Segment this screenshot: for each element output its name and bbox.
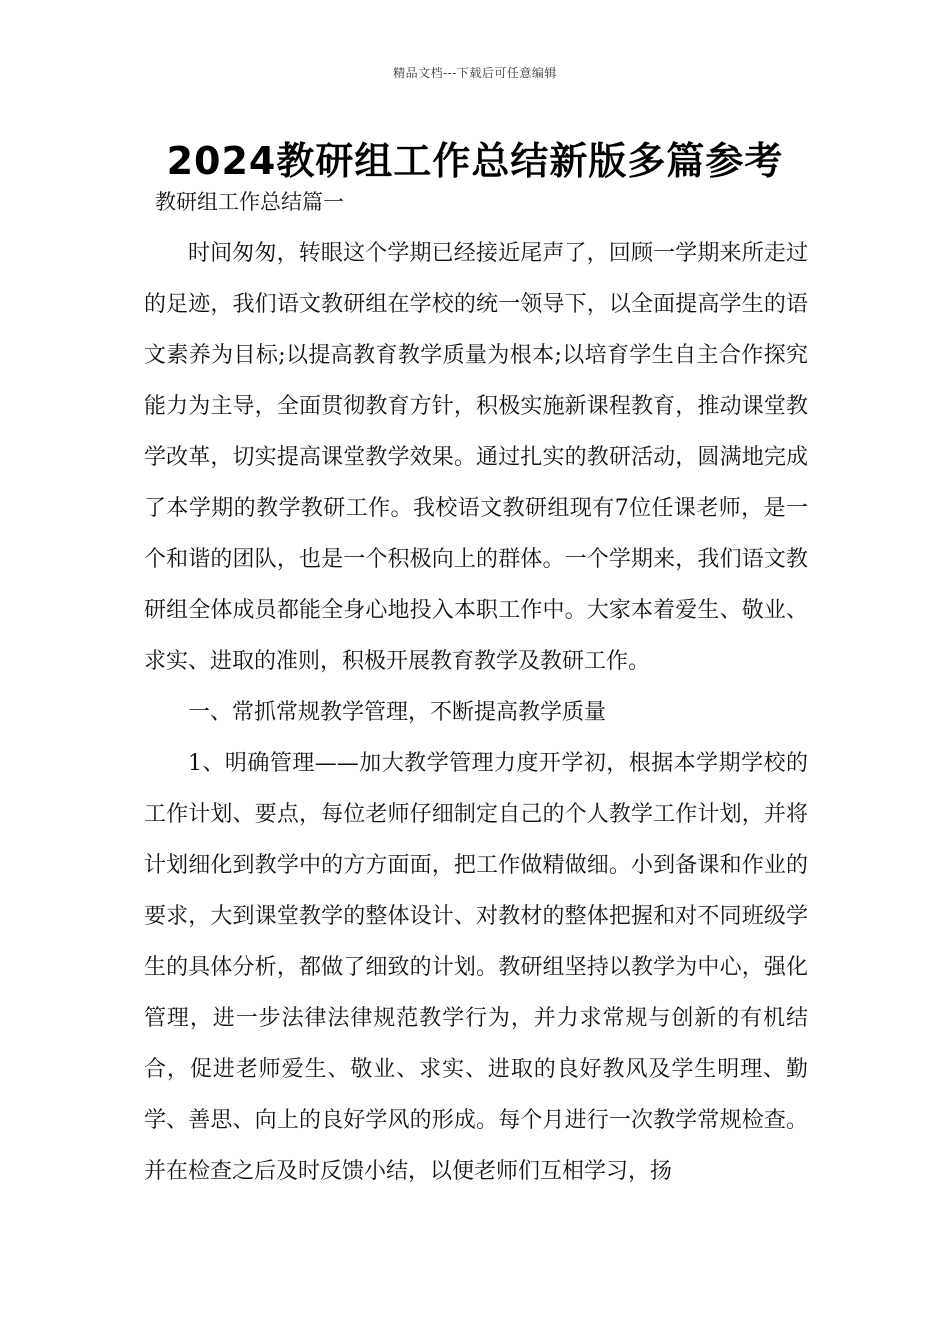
section-heading: 一、常抓常规教学管理，不断提高教学质量 (188, 700, 607, 725)
document-title: 2024教研组工作总结新版多篇参考 (166, 139, 784, 183)
paragraph-intro: 时间匆匆，转眼这个学期已经接近尾声了，回顾一学期来所走过的足迹，我们语文教研组在学校的统一领导下，以全面提高学生的语文素养为目标;以提高教育教学质量为根本;以培育学生自主合作探究能力为主导，全面贯彻教育方针，积极实施新课程教育，推动课堂教学改革，切实提高课堂教学效果。通过扎实的教研活动，圆满地完成了本学期的教学教研工作。我校语文教研组现有7位任课老师，是一个和谐的团队，也是一个积极向上的群体。一个学期来，我们语文教研组全体成员都能全身心地投入本职工作中。大家本着爱生、敬业、求实、进取的准则，积极开展教育教学及教研工作。 (144, 241, 808, 674)
document-body (144, 228, 808, 1197)
document-subtitle: 教研组工作总结篇一 (155, 190, 344, 214)
page-header: 精品文档---下载后可任意编辑 (393, 66, 557, 80)
paragraph-management: 1、明确管理——加大教学管理力度开学初，根据本学期学校的工作计划、要点，每位老师仔细制定自己的个人教学工作计划，并将计划细化到教学中的方方面面，把工作做精做细。小到备课和作业的要求，大到课堂教学的整体设计、对教材的整体把握和对不同班级学生的具体分析，都做了细致的计划。教研组坚持以教学为中心，强化管理，进一步法律法律规范教学行为，并力求常规与创新的有机结合，促进老师爱生、敬业、求实、进取的良好教风及学生明理、勤学、善思、向上的良好学风的形成。每个月进行一次教学常规检查。并在检查之后及时反馈小结，以便老师们互相学习，扬 (144, 751, 808, 1184)
